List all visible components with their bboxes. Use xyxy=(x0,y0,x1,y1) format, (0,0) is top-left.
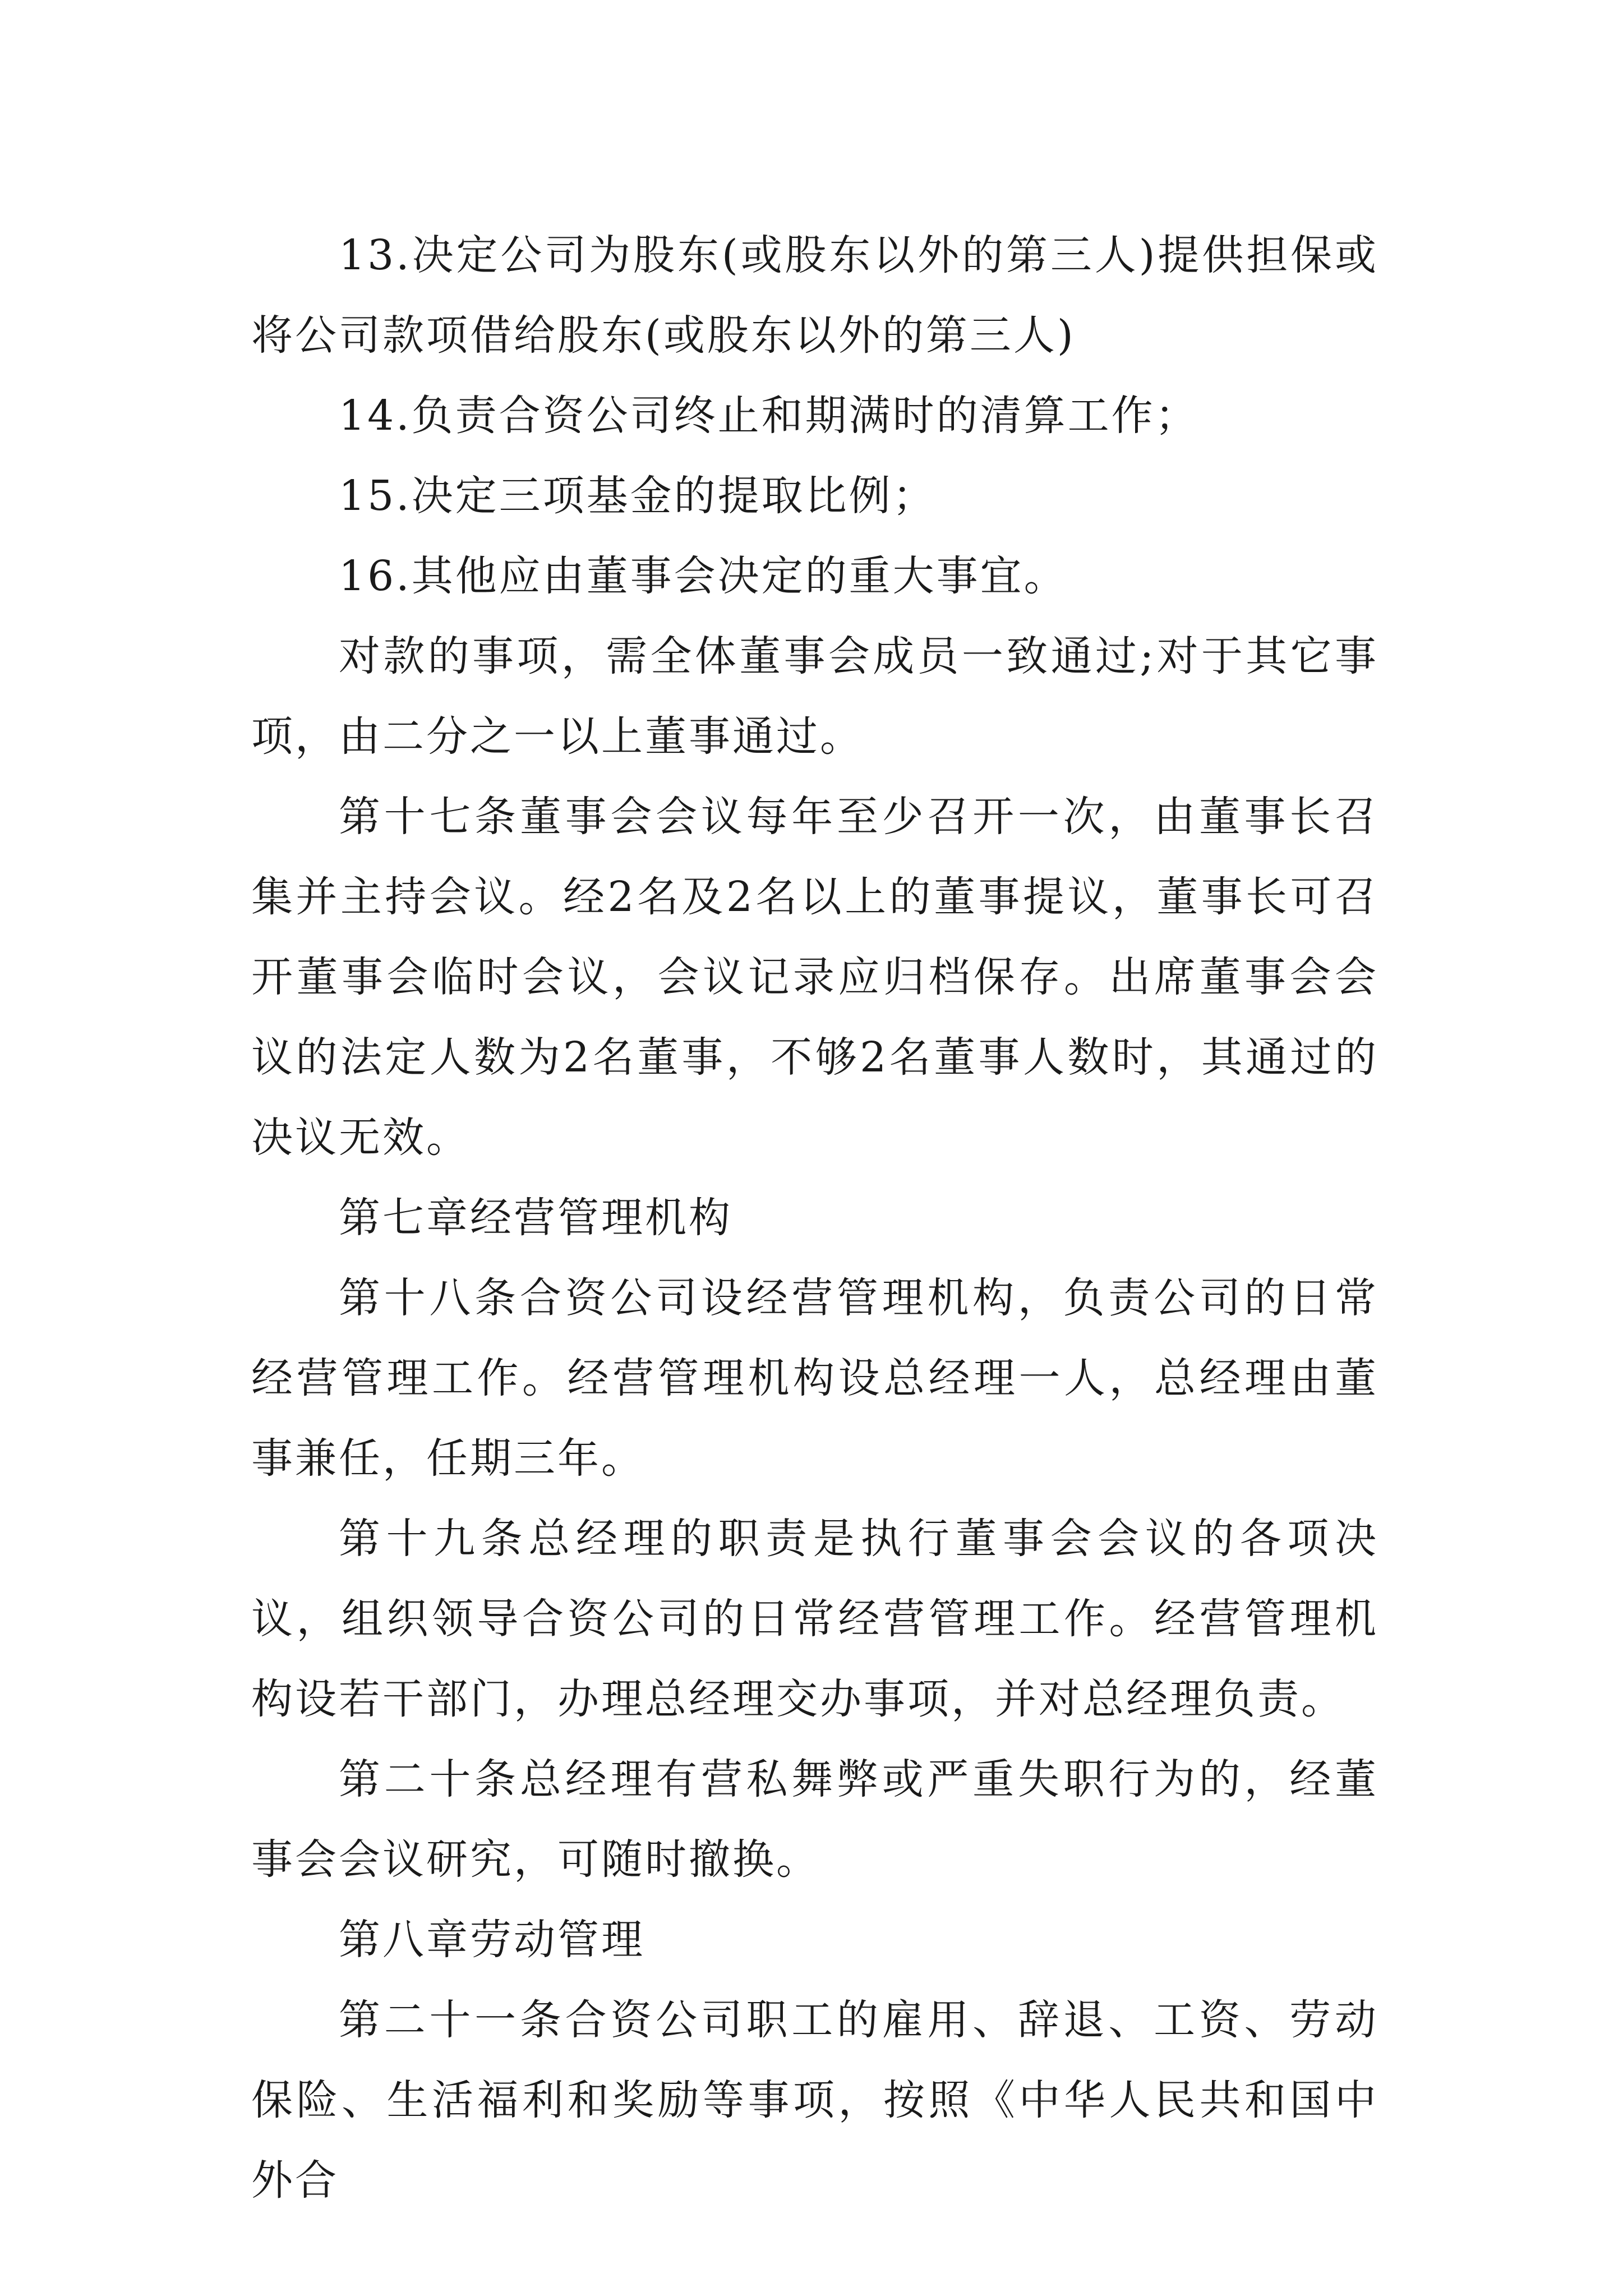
chapter-8-heading: 第八章劳动管理 xyxy=(339,1916,645,1964)
paragraph-item-16: 16.其他应由董事会决定的重大事宜。 xyxy=(339,552,1068,600)
article-21: 第二十一条合资公司职工的雇用、辞退、工资、劳动保险、生活福利和奖励等事项，按照《中华人民共和国中外合 xyxy=(251,1996,1378,2205)
article-20: 第二十条总经理有营私舞弊或严重失职行为的，经董事会会议研究，可随时撤换。 xyxy=(251,1755,1378,1884)
chapter-7-heading: 第七章经营管理机构 xyxy=(339,1194,732,1242)
article-19: 第十九条总经理的职责是执行董事会会议的各项决议，组织领导合资公司的日常经营管理工作。经营管理机构设若干部门，办理总经理交办事项，并对总经理负责。 xyxy=(251,1515,1378,1723)
article-17: 第十七条董事会会议每年至少召开一次，由董事长召集并主持会议。经2名及2名以上的董事提议，董事长可召开董事会临时会议，会议记录应归档保存。出席董事会会议的法定人数为2名董事，不够2名董事人数时，其通过的决议无效。 xyxy=(251,793,1378,1162)
article-18: 第十八条合资公司设经营管理机构，负责公司的日常经营管理工作。经营管理机构设总经理一人，总经理由董事兼任，任期三年。 xyxy=(251,1274,1378,1483)
paragraph-item-13: 13.决定公司为股东(或股东以外的第三人)提供担保或将公司款项借给股东(或股东以外的第三人) xyxy=(251,231,1378,360)
paragraph-voting-rule: 对款的事项，需全体董事会成员一致通过;对于其它事项，由二分之一以上董事通过。 xyxy=(251,632,1378,761)
document-body xyxy=(251,215,1378,2221)
paragraph-item-14: 14.负责合资公司终止和期满时的清算工作； xyxy=(339,392,1199,440)
paragraph-item-15: 15.决定三项基金的提取比例； xyxy=(339,472,937,520)
